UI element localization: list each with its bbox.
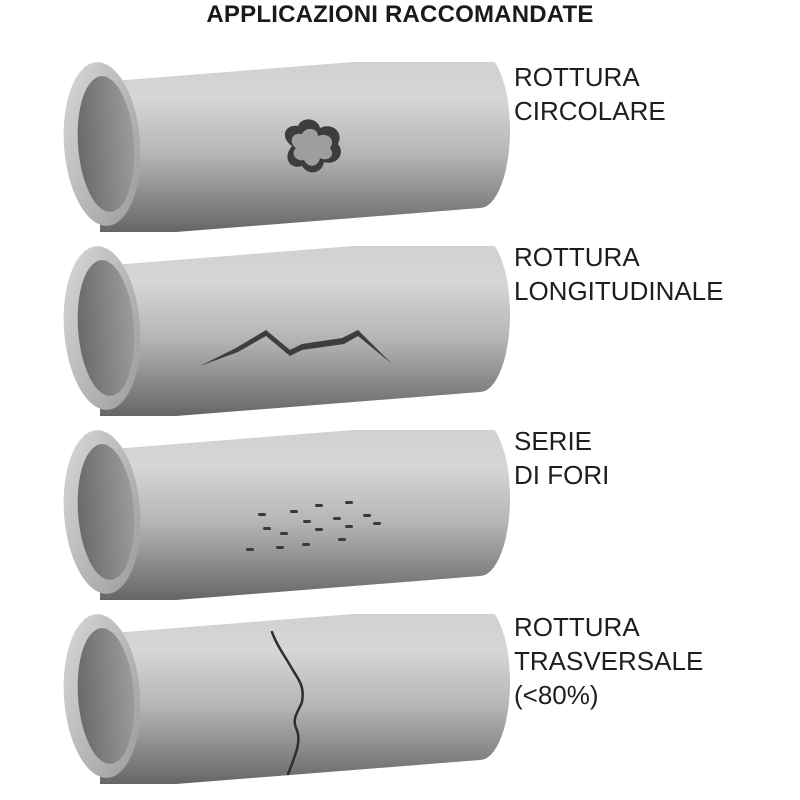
- page-title: APPLICAZIONI RACCOMANDATE: [206, 1, 594, 28]
- pipe-body: [100, 246, 510, 416]
- pipe-hole-series: [40, 430, 510, 600]
- pipe-body: [100, 430, 510, 600]
- label-line: (<80%): [514, 680, 599, 710]
- label-line: LONGITUDINALE: [514, 276, 724, 306]
- label-line: SERIE: [514, 426, 593, 456]
- label-line: TRASVERSALE: [514, 646, 704, 676]
- pipe-transverse-break: [40, 614, 510, 784]
- label-transverse-break: [514, 610, 784, 712]
- label-circular-break: [514, 60, 784, 128]
- pipe-body: [100, 614, 510, 784]
- label-line: ROTTURA: [514, 62, 640, 92]
- label-line: DI FORI: [514, 460, 610, 490]
- label-longitudinal-break: [514, 240, 784, 308]
- label-line: ROTTURA: [514, 612, 640, 642]
- pipe-longitudinal-break: [40, 246, 510, 416]
- pipe-circular-break: [40, 62, 510, 232]
- label-hole-series: [514, 424, 784, 492]
- label-line: ROTTURA: [514, 242, 640, 272]
- label-line: CIRCOLARE: [514, 96, 666, 126]
